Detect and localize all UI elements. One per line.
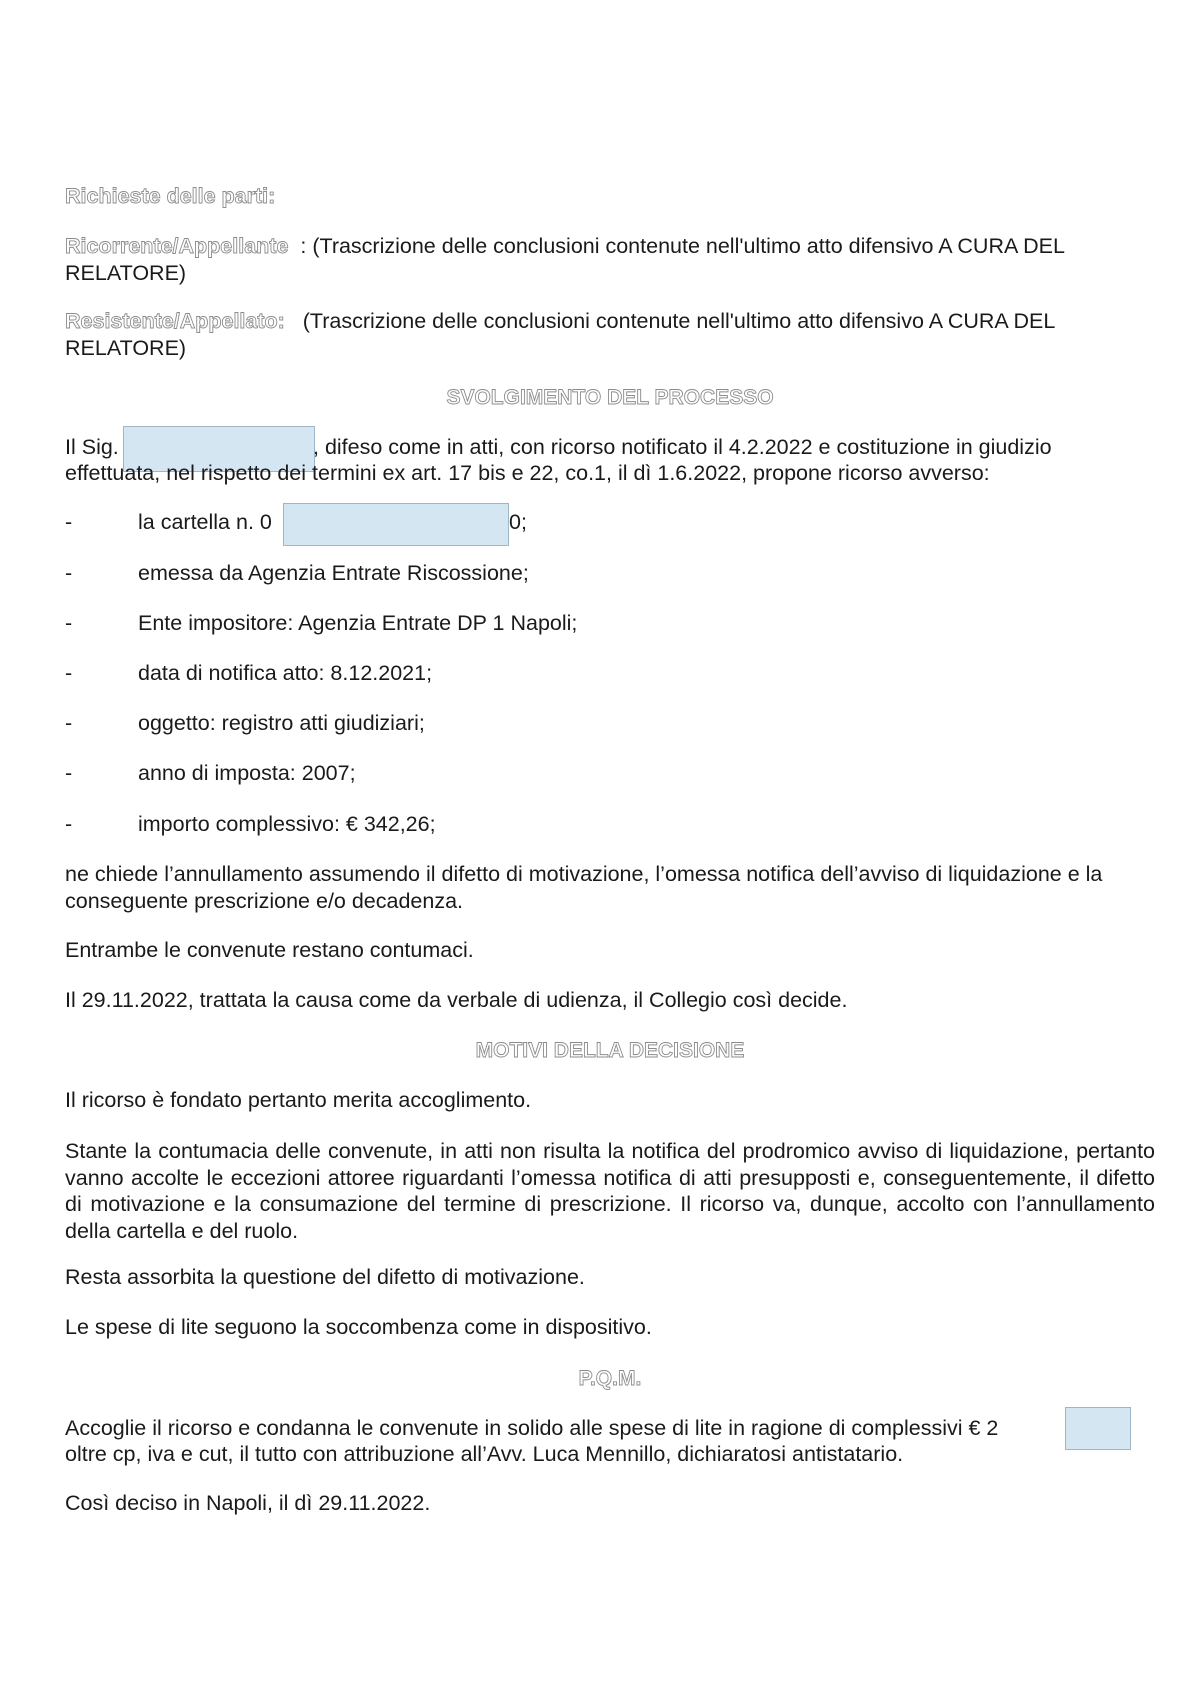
redacted-amount-box [1065, 1407, 1131, 1450]
intro-line2: effettuata, nel rispetto dei termini ex art. 17 bis e 22, co.1, il dì 1.6.2022, propone ricorso avverso: [65, 461, 990, 485]
bullet-dash: - [65, 510, 73, 534]
resistente-label: Resistente/Appellato: [65, 309, 285, 333]
bullet-dash: - [65, 561, 73, 585]
motivi-paragraph-3: Resta assorbita la questione del difetto di motivazione. [65, 1265, 585, 1289]
redacted-cartella-box [283, 503, 509, 546]
intro-paragraph [65, 434, 1155, 490]
pqm-paragraph [65, 1415, 1155, 1471]
bullet-text: Ente impositore: Agenzia Entrate DP 1 Napoli; [138, 611, 578, 635]
pqm-line2: oltre cp, iva e cut, il tutto con attribuzione all’Avv. Luca Mennillo, dichiaratosi antistatario. [65, 1442, 904, 1466]
parti-heading-text: Richieste delle parti: [65, 184, 276, 208]
list-item [65, 760, 1155, 790]
ricorrente-paragraph [65, 233, 1155, 287]
annullamento-paragraph: ne chiede l’annullamento assumendo il difetto di motivazione, l’omessa notifica dell’avviso di liquidazione e la conseguente prescrizione e/o decadenza. [65, 862, 1103, 913]
svolgimento-heading-text: SVOLGIMENTO DEL PROCESSO [446, 386, 774, 409]
bullet-text: oggetto: registro atti giudiziari; [138, 711, 425, 735]
bullet-dash: - [65, 661, 73, 685]
resistente-paragraph [65, 308, 1155, 362]
ricorrente-text: : (Trascrizione delle conclusioni contenute nell'ultimo atto difensivo A CURA DEL RELATORE) [65, 234, 1065, 285]
pqm-line1: Accoglie il ricorso e condanna le convenute in solido alle spese di lite in ragione di complessivi € 2 [65, 1416, 999, 1440]
list-item [65, 560, 1155, 590]
cartella-suffix: 0; [509, 510, 527, 534]
bullet-text: data di notifica atto: 8.12.2021; [138, 661, 433, 685]
intro-line1-rest: , difeso come in atti, con ricorso notificato il 4.2.2022 e costituzione in giudizio [313, 435, 1052, 459]
bullet-dash: - [65, 711, 73, 735]
motivi-paragraph-4: Le spese di lite seguono la soccombenza come in dispositivo. [65, 1315, 652, 1339]
bullet-dash: - [65, 812, 73, 836]
list-item [65, 660, 1155, 690]
bullet-text: emessa da Agenzia Entrate Riscossione; [138, 561, 529, 585]
udienza-paragraph: Il 29.11.2022, trattata la causa come da verbale di udienza, il Collegio così decide. [65, 988, 848, 1012]
bullet-text: importo complessivo: € 342,26; [138, 812, 436, 836]
pqm-heading-text: P.Q.M. [578, 1367, 642, 1390]
intro-prefix: Il Sig. [65, 435, 119, 459]
svolgimento-heading [65, 384, 1155, 411]
list-item-cartella [65, 509, 1155, 539]
ricorrente-label: Ricorrente/Appellante [65, 234, 289, 258]
motivi-paragraph-1: Il ricorso è fondato pertanto merita accoglimento. [65, 1088, 532, 1112]
contumaci-paragraph: Entrambe le convenute restano contumaci. [65, 938, 474, 962]
bullet-dash: - [65, 611, 73, 635]
chiusura-paragraph: Così deciso in Napoli, il dì 29.11.2022. [65, 1491, 431, 1515]
list-item [65, 710, 1155, 740]
motivi-heading [65, 1037, 1155, 1064]
list-item [65, 610, 1155, 640]
pqm-heading [65, 1365, 1155, 1392]
list-item [65, 811, 1155, 841]
parti-heading [65, 183, 1155, 210]
cartella-prefix: la cartella n. 0 [138, 510, 272, 534]
bullet-dash: - [65, 761, 73, 785]
resistente-text: (Trascrizione delle conclusioni contenute nell'ultimo atto difensivo A CURA DEL RELATORE) [65, 309, 1055, 360]
motivi-heading-text: MOTIVI DELLA DECISIONE [475, 1039, 745, 1062]
motivi-paragraph-2: Stante la contumacia delle convenute, in atti non risulta la notifica del prodromico avviso di liquidazione, pertanto vanno accolte le eccezioni attoree riguardanti l’omessa notifica di atti presupposti e, conseguentemente, il difetto di motivazione e la consumazione del termine di prescrizione. Il ricorso va, dunque, accolto con l’annullamento della cartella e del ruolo. [65, 1139, 1155, 1243]
bullet-text: anno di imposta: 2007; [138, 761, 356, 785]
